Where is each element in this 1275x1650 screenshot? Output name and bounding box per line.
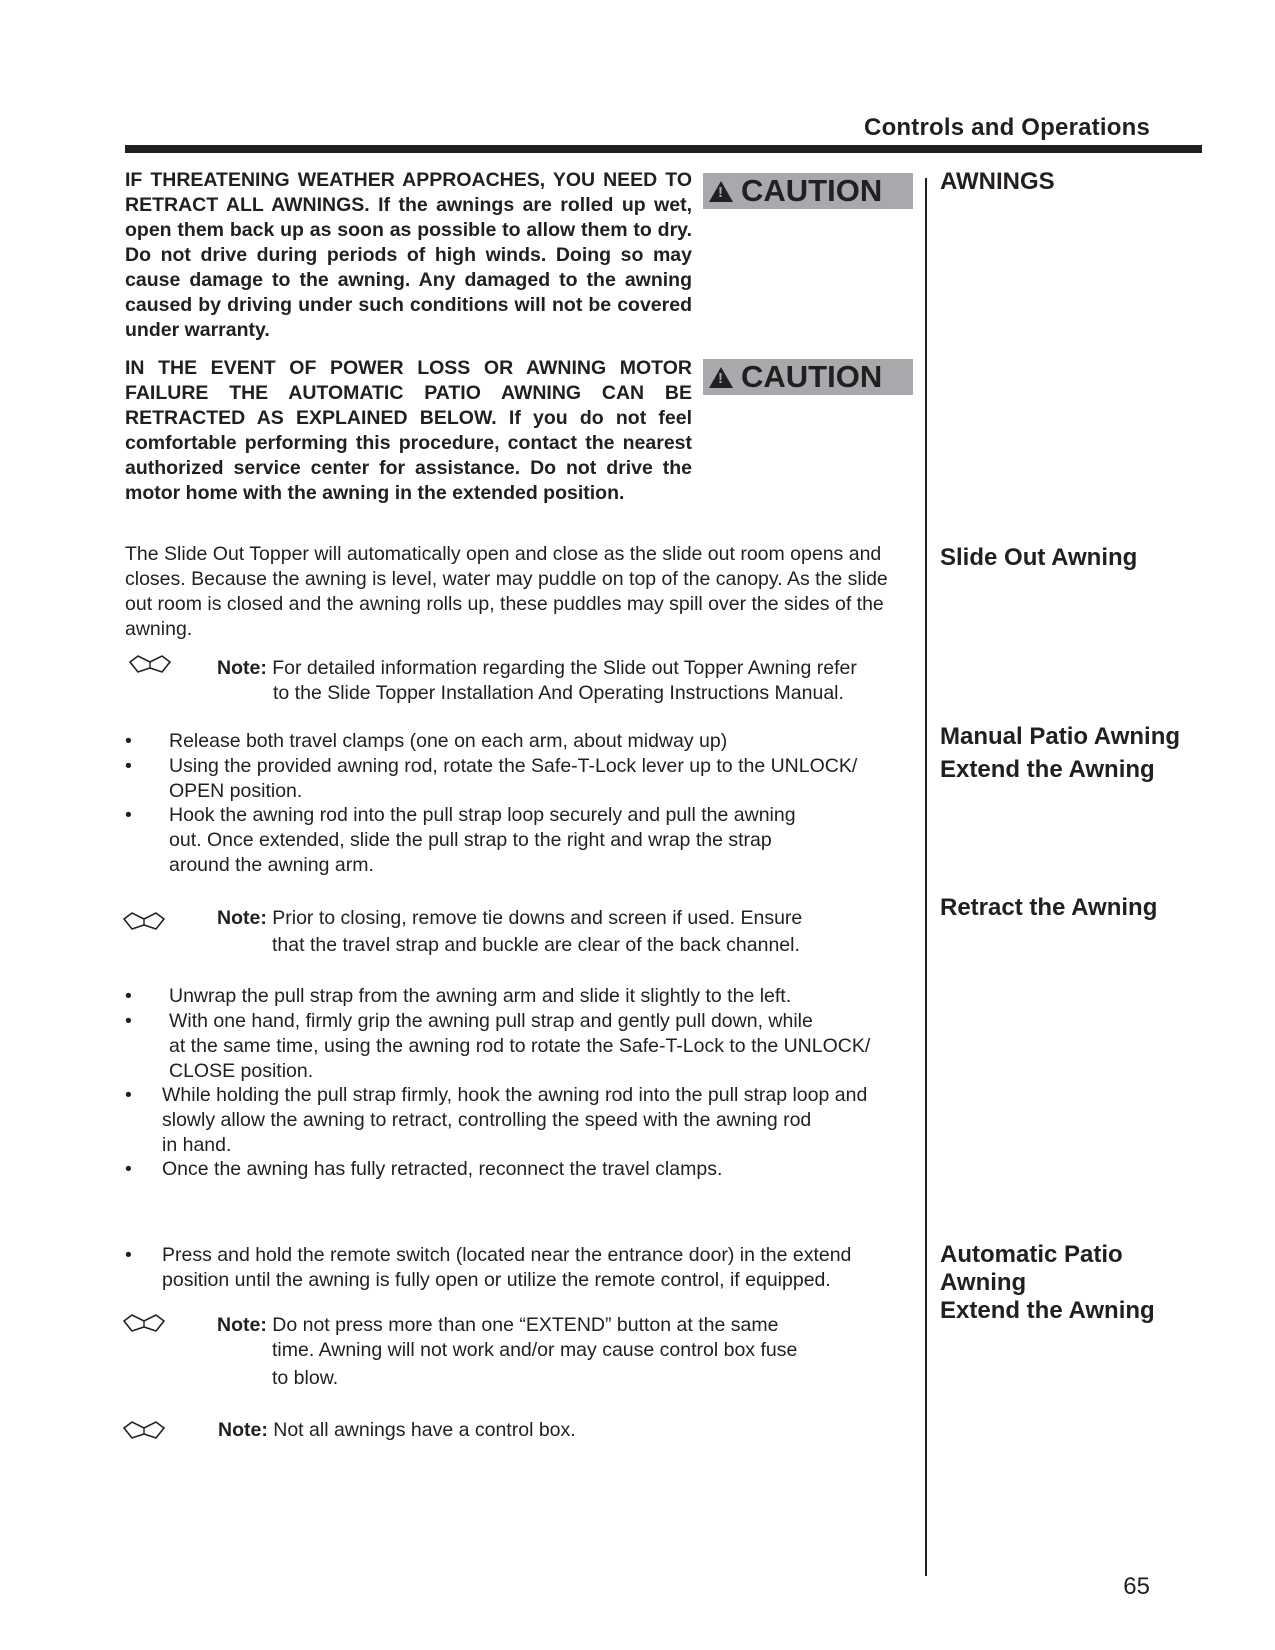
bullet-text: around the awning arm. [169,854,374,876]
bullet-text: slowly allow the awning to retract, controlling the speed with the awning rod [162,1109,812,1131]
bullet-text: Unwrap the pull strap from the awning arm and slide it slightly to the left. [169,985,792,1007]
bullet-icon: • [125,1158,132,1180]
note-control-box [218,1418,576,1443]
bullet-text: in hand. [162,1134,232,1156]
bullet-text: Hook the awning rod into the pull strap loop securely and pull the awning [169,804,796,826]
note-text-line2: to the Slide Topper Installation And Operating Instructions Manual. [273,682,844,704]
caution-label: CAUTION [741,173,883,208]
list-item [125,803,914,878]
note-text: Do not press more than one “EXTEND” button at the same [272,1314,779,1336]
note-label: Note: [218,1419,268,1441]
note-text-line2: time. Awning will not work and/or may cause control box fuse [272,1339,798,1361]
bullet-text: CLOSE position. [169,1060,314,1082]
bullet-text: While holding the pull strap firmly, hook the awning rod into the pull strap loop and [162,1084,868,1106]
book-icon [122,1313,166,1335]
bullet-icon: • [125,1010,132,1032]
note-extend-button [217,1313,778,1338]
section-title: Controls and Operations [864,114,1150,141]
column-divider [925,178,927,1576]
note-text-line2: that the travel strap and buckle are clear of the back channel. [272,934,800,956]
bullet-icon: • [125,1084,132,1106]
bullet-text: With one hand, firmly grip the awning pull strap and gently pull down, while [169,1010,813,1032]
heading-automatic-awning: Awning [940,1269,1027,1296]
bullet-icon: • [125,804,132,826]
note-prior-to-closing [217,906,802,931]
note-text: Not all awnings have a control box. [273,1419,576,1441]
bullet-text: out. Once extended, slide the pull strap to the right and wrap the strap [169,829,772,851]
list-item [125,1243,914,1293]
note-text: For detailed information regarding the Slide out Topper Awning refer [272,657,857,679]
list-item [125,729,914,754]
list-item [125,1009,914,1084]
bullet-text: Once the awning has fully retracted, reconnect the travel clamps. [162,1158,723,1180]
heading-manual-patio-awning: Manual Patio Awning [940,723,1181,750]
bullet-icon: • [125,755,132,777]
heading-retract-the-awning: Retract the Awning [940,894,1158,921]
heading-auto-extend-the-awning: Extend the Awning [940,1297,1155,1324]
bullet-text: Release both travel clamps (one on each arm, about midway up) [169,730,728,752]
bullet-icon: • [125,730,132,752]
heading-extend-the-awning: Extend the Awning [940,756,1155,783]
warning-triangle-icon [709,367,733,388]
note-label: Note: [217,657,267,679]
note-text-line3: to blow. [272,1367,339,1389]
heading-automatic-patio: Automatic Patio [940,1241,1123,1268]
heading-slide-out-awning: Slide Out Awning [940,544,1138,571]
page-number: 65 [1123,1573,1150,1600]
header-rule [125,145,1202,153]
caution-badge [703,359,913,395]
caution-badge [703,173,913,209]
warning-triangle-icon [709,181,733,202]
bullet-text: Using the provided awning rod, rotate the Safe-T-Lock lever up to the UNLOCK/ [169,755,858,777]
book-icon [122,1420,166,1442]
heading-awnings: AWNINGS [940,168,1055,195]
note-slide-topper [217,656,857,681]
bullet-text: Press and hold the remote switch (located near the entrance door) in the extend [162,1244,852,1266]
caution-text-power-loss: IN THE EVENT OF POWER LOSS OR AWNING MOTOR FAILURE THE AUTOMATIC PATIO AWNING CAN BE RETRACTED AS EXPLAINED BELOW. If you do not feel comfortable performing this procedure, contact the nearest authorized service center for assistance. Do not drive the motor home with the awning in the extended position. [125,357,692,504]
note-label: Note: [217,1314,267,1336]
caution-text-weather: IF THREATENING WEATHER APPROACHES, YOU NEED TO RETRACT ALL AWNINGS. If the awnings are rolled up wet, open them back up as soon as possible to allow them to dry. Do not drive during periods of high winds. Doing so may cause damage to the awning. Any damaged to the awning caused by driving under such conditions will not be covered under warranty. [125,169,692,341]
list-item [125,984,914,1009]
list-item [125,1157,914,1182]
caution-label: CAUTION [741,359,883,394]
bullet-text: position until the awning is fully open or utilize the remote control, if equipped. [162,1269,831,1291]
book-icon [128,654,172,676]
bullet-icon: • [125,985,132,1007]
note-text: Prior to closing, remove tie downs and screen if used. Ensure [272,907,803,929]
book-icon [122,911,166,933]
note-label: Note: [217,907,267,929]
list-item [125,754,914,804]
slide-out-paragraph: The Slide Out Topper will automatically open and close as the slide out room opens and closes. Because the awning is level, water may puddle on top of the canopy. As the slide out room is closed and the awning rolls up, these puddles may spill over the sides of the awning. [125,543,888,640]
bullet-icon: • [125,1244,132,1266]
list-item [125,1083,914,1158]
bullet-text: at the same time, using the awning rod to rotate the Safe-T-Lock to the UNLOCK/ [169,1035,871,1057]
bullet-text: OPEN position. [169,780,303,802]
